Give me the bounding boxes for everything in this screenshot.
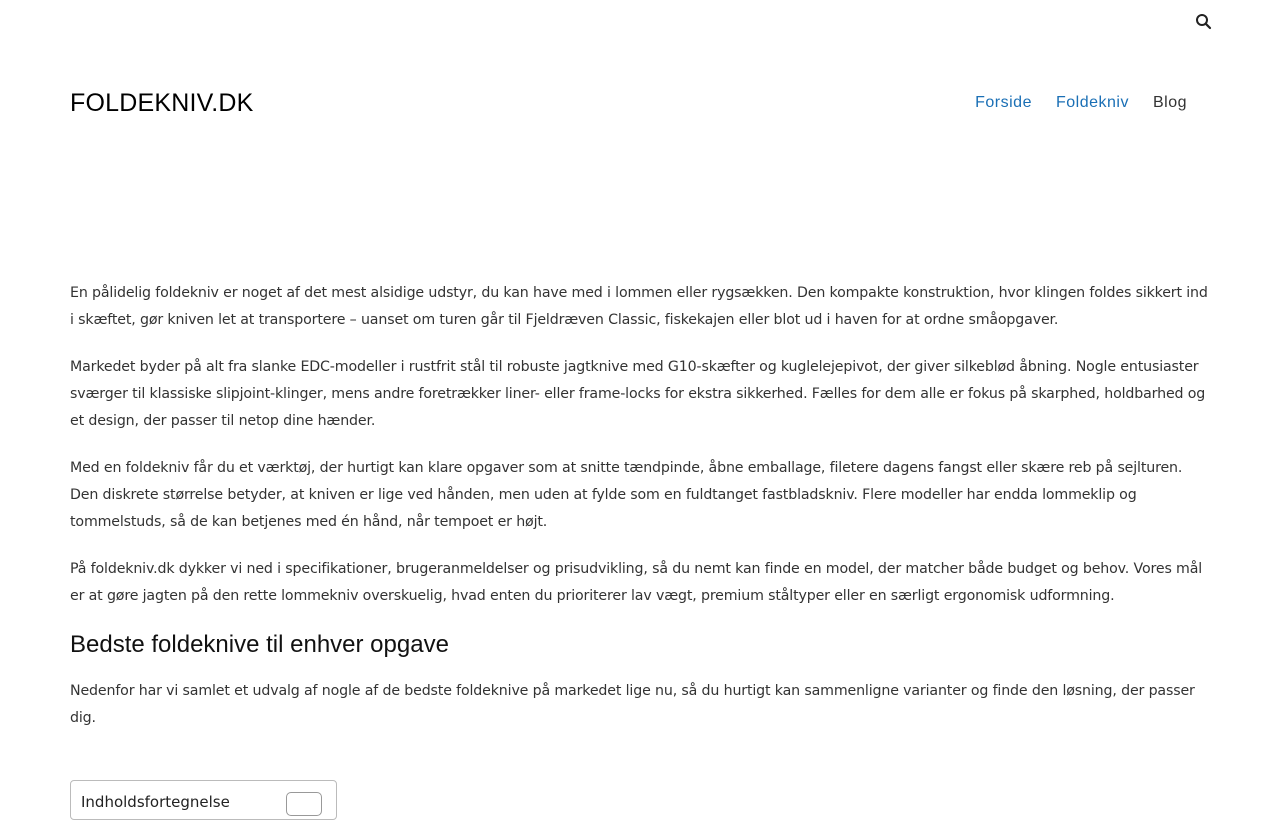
search-button[interactable] xyxy=(1194,12,1214,32)
main-content xyxy=(70,280,1210,752)
nav-item-foldekniv[interactable]: Foldekniv xyxy=(1055,94,1129,111)
toc-toggle-button[interactable] xyxy=(286,792,322,816)
nav-item-forside[interactable]: Forside xyxy=(975,94,1032,111)
toc-title: Indholdsfortegnelse xyxy=(81,793,230,811)
search-icon xyxy=(1194,12,1214,32)
section-intro: Nedenfor har vi samlet et udvalg af nogle af de bedste foldeknive på markedet lige nu, så du hurtigt kan sammenligne varianter og finde den løsning, der passer dig. xyxy=(70,683,1195,726)
paragraph-market: Markedet byder på alt fra slanke EDC-modeller i rustfrit stål til robuste jagtknive med G10-skæfter og kuglelejepivot, der giver silkeblød åbning. Nogle entusiaster sværger til klassiske slipjoint-klinger, mens andre foretrækker liner- eller frame-locks for ekstra sikkerhed. Fælles for dem alle er fokus på skarphed, holdbarhed og et design, der passer til netop dine hænder. xyxy=(70,359,1206,429)
section-heading: Bedste foldeknive til enhver opgave xyxy=(70,631,449,658)
site-logo[interactable]: FOLDEKNIV.DK xyxy=(70,89,254,117)
table-of-contents xyxy=(70,780,337,820)
paragraph-uses: Med en foldekniv får du et værktøj, der hurtigt kan klare opgaver som at snitte tændpinde, åbne emballage, filetere dagens fangst eller skære reb på sejlturen. Den diskrete størrelse betyder, at kniven er lige ved hånden, men uden at fylde som en fuldtanget fastbladskniv. Flere modeller har endda lommeklip og tommelstuds, så de kan betjenes med én hånd, når tempoet er højt. xyxy=(70,460,1183,530)
paragraph-about: På foldekniv.dk dykker vi ned i specifikationer, brugeranmeldelser og prisudvikling, så du nemt kan finde en model, der matcher både budget og behov. Vores mål er at gøre jagten på den rette lommekniv overskuelig, hvad enten du prioriterer lav vægt, premium ståltyper eller en særligt ergonomisk udformning. xyxy=(70,561,1203,604)
paragraph-intro: En pålidelig foldekniv er noget af det mest alsidige udstyr, du kan have med i lommen eller rygsækken. Den kompakte konstruktion, hvor klingen foldes sikkert ind i skæftet, gør kniven let at transportere – uanset om turen går til Fjeldræven Classic, fiskekajen eller blot ud i haven for at ordne småopgaver. xyxy=(70,285,1208,328)
main-nav xyxy=(975,94,1187,112)
nav-item-blog[interactable]: Blog xyxy=(1152,94,1187,111)
